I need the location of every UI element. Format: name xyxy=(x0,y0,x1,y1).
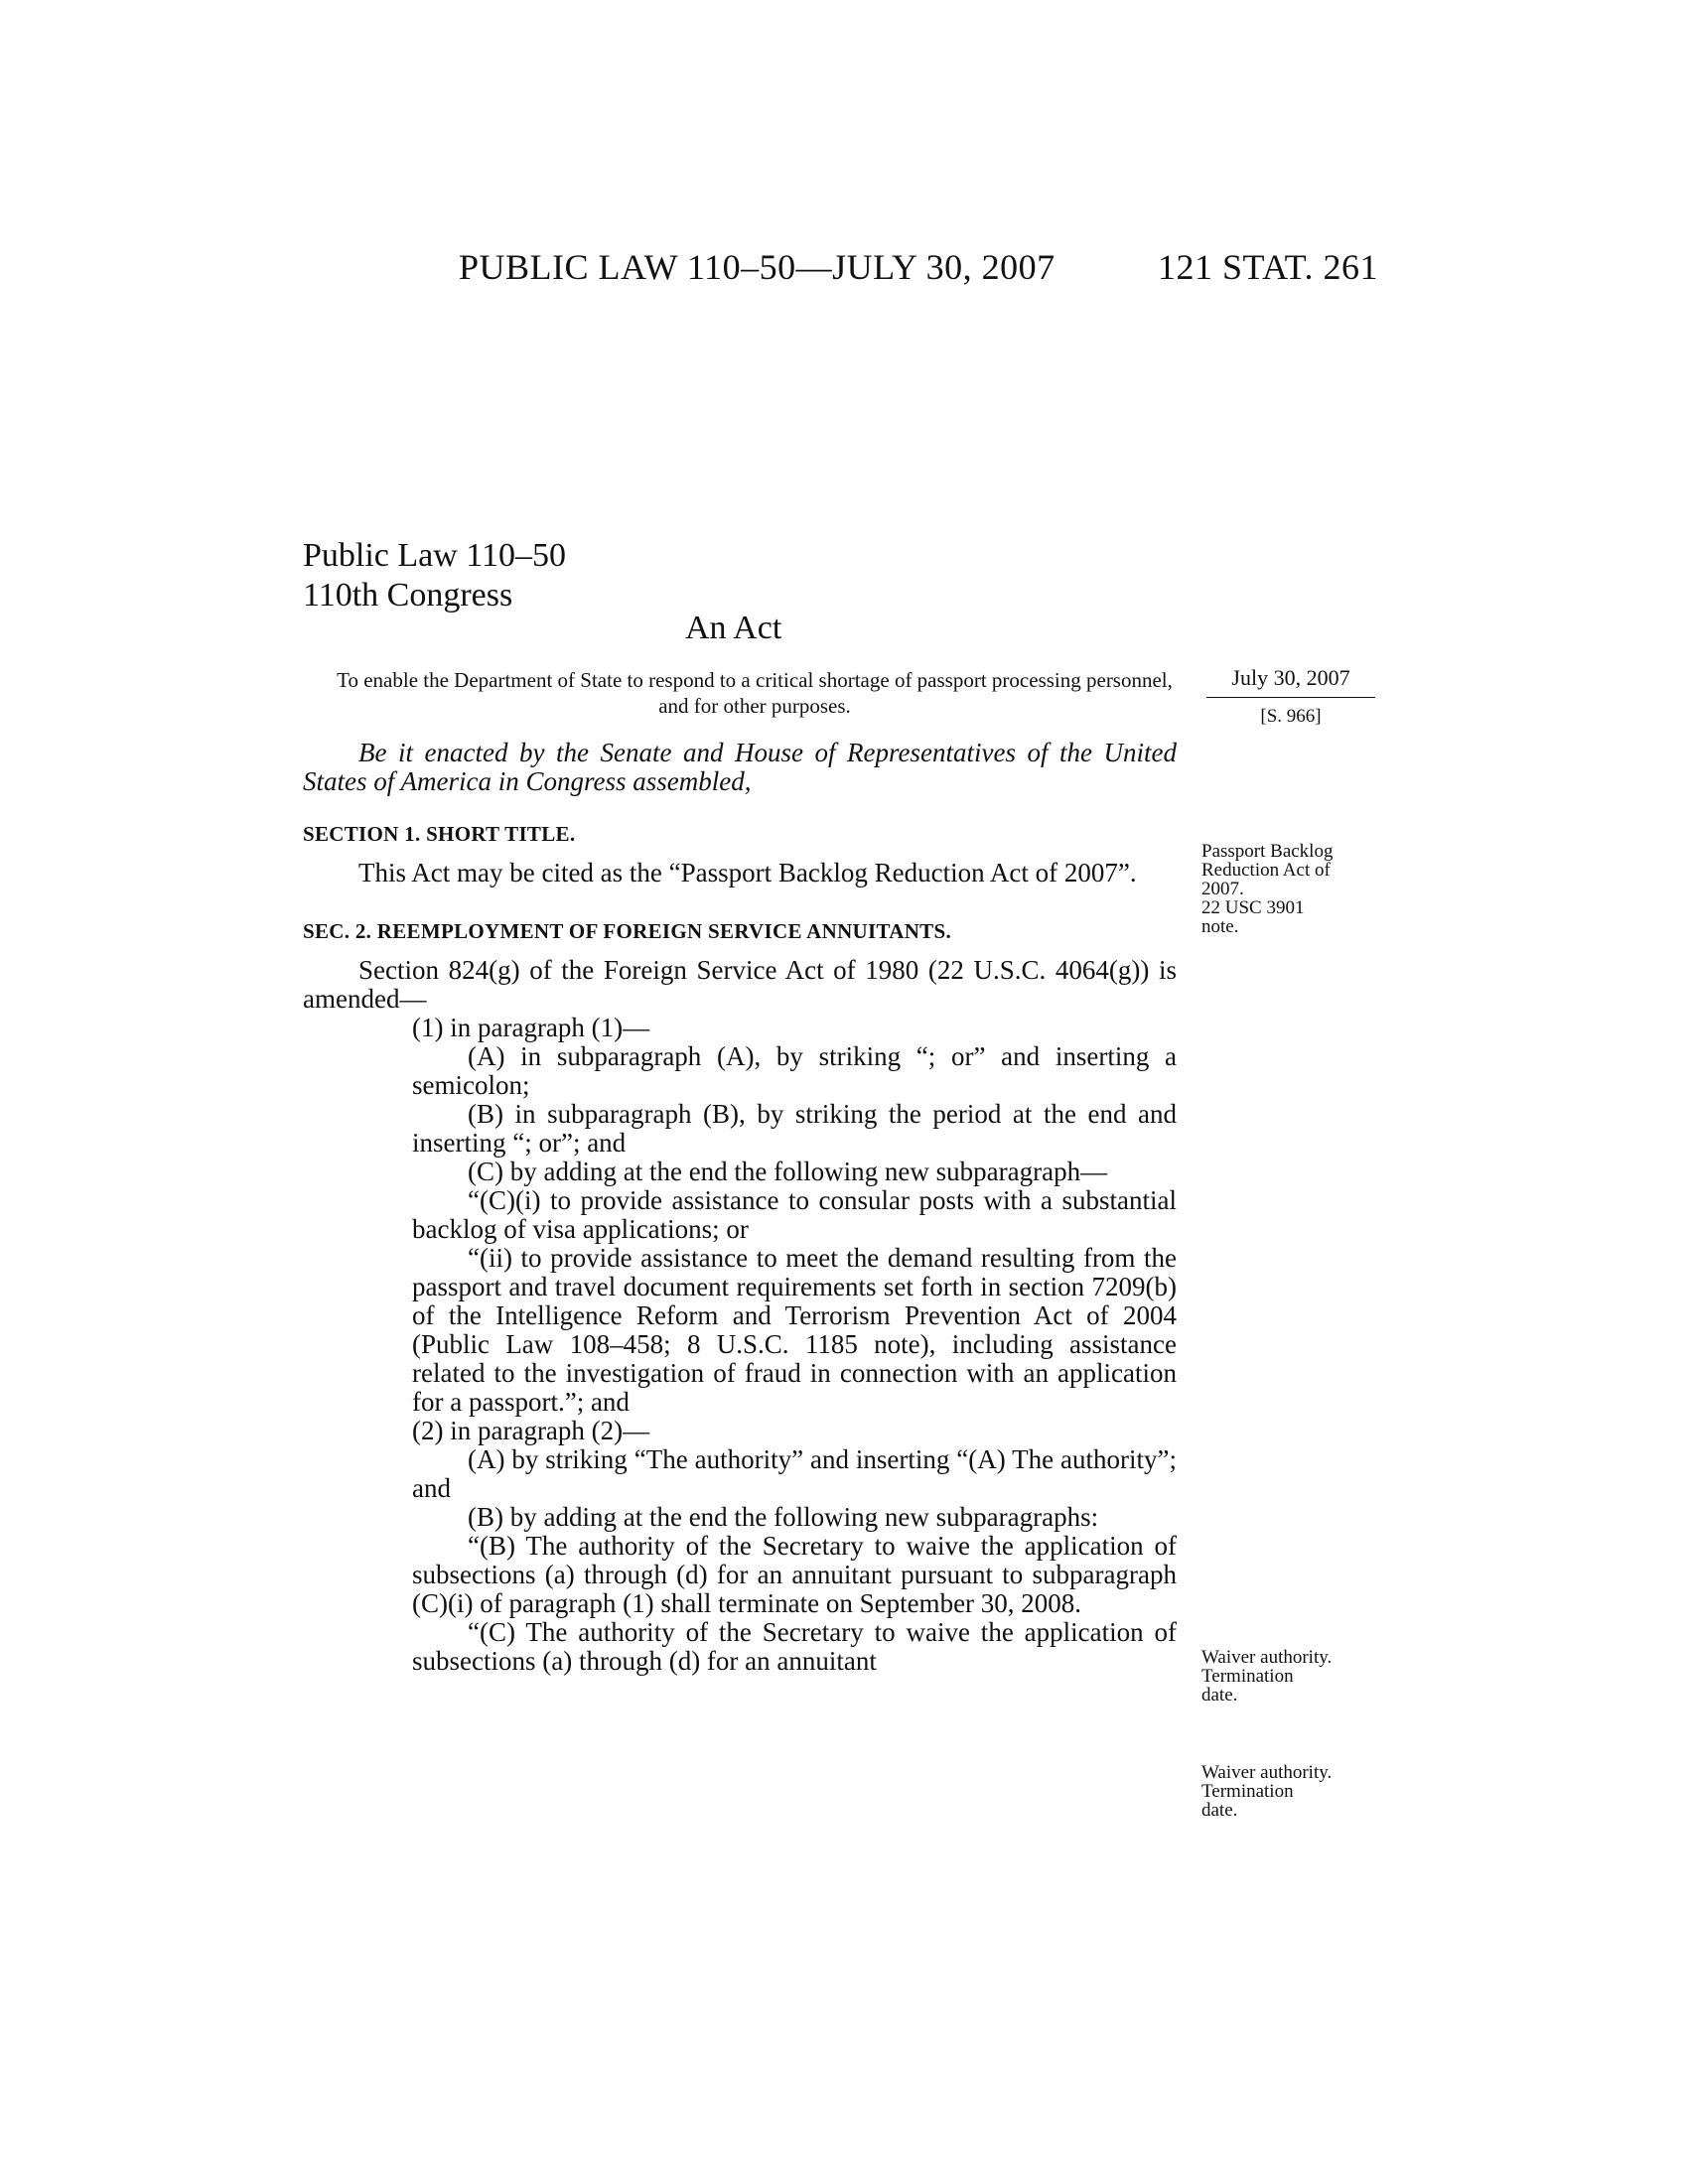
margin-note-waiver-2 xyxy=(1201,1763,1390,1820)
margin-note-line: note. xyxy=(1201,916,1239,937)
paragraph-1-a: (A) in subparagraph (A), by striking “; or” and inserting a semicolon; xyxy=(412,1041,1177,1100)
margin-note-waiver-1 xyxy=(1201,1648,1390,1705)
paragraph-2-b: (B) by adding at the end the following new subparagraphs: xyxy=(468,1502,1099,1532)
running-head-left: PUBLIC LAW 110–50—JULY 30, 2007 xyxy=(459,247,1055,287)
paragraph-1-c: (C) by adding at the end the following new subparagraph— xyxy=(468,1157,1108,1186)
act-purpose: To enable the Department of State to respond to a critical shortage of passport processing personnel, and for other purposes. xyxy=(337,668,1173,718)
bill-number: [S. 966] xyxy=(1260,706,1322,727)
section-2-intro: Section 824(g) of the Foreign Service Act of 1980 (22 U.S.C. 4064(g)) is amended— xyxy=(303,955,1177,1014)
section-2-heading: SEC. 2. REEMPLOYMENT OF FOREIGN SERVICE ANNUITANTS. xyxy=(303,919,952,943)
margin-note-line: date. xyxy=(1201,1685,1238,1706)
paragraph-2-a: (A) by striking “The authority” and inserting “(A) The authority”; and xyxy=(412,1444,1177,1503)
paragraph-1-b: (B) in subparagraph (B), by striking the period at the end and inserting “; or”; and xyxy=(412,1099,1177,1158)
enactment-date: July 30, 2007 xyxy=(1206,665,1375,698)
paragraph-1: (1) in paragraph (1)— xyxy=(412,1013,650,1042)
paragraph-2-b-new-c: “(C) The authority of the Secretary to waive the application of subsections (a) through (d) for an annuitant xyxy=(412,1617,1177,1676)
margin-note-line: Termination xyxy=(1201,1666,1294,1687)
margin-note-line: Termination xyxy=(1201,1781,1294,1802)
paragraph-1-c-ii: “(ii) to provide assistance to meet the demand resulting from the passport and travel document requirements set forth in section 7209(b) of the Intelligence Reform and Terrorism Prevention Act of 2004 (Public Law 108–458; 8 U.S.C. 1185 note), including assistance related to the investigation of fraud in connection with an application for a passport.”; and xyxy=(412,1243,1177,1417)
paragraph-2: (2) in paragraph (2)— xyxy=(412,1416,650,1445)
section-1-text: This Act may be cited as the “Passport Backlog Reduction Act of 2007”. xyxy=(358,858,1137,887)
margin-note-line: 2007. xyxy=(1201,879,1244,899)
congress: 110th Congress xyxy=(303,577,513,614)
law-number: Public Law 110–50 xyxy=(303,537,567,574)
act-body xyxy=(303,739,1177,1676)
enacting-clause: Be it enacted by the Senate and House of Representatives of the United States of America in Congress assembled, xyxy=(303,738,1177,796)
running-head-right: 121 STAT. 261 xyxy=(1158,247,1378,287)
margin-note-line: Waiver authority. xyxy=(1201,1647,1333,1668)
margin-note-line: 22 USC 3901 xyxy=(1201,897,1305,918)
margin-note-line: Passport Backlog xyxy=(1201,841,1334,862)
margin-note-line: Waiver authority. xyxy=(1201,1762,1333,1783)
paragraph-2-b-new-b: “(B) The authority of the Secretary to waive the application of subsections (a) through (d) for an annuitant pursuant to subparagraph (C)(i) of paragraph (1) shall terminate on September 30, 2008. xyxy=(412,1531,1177,1618)
section-1-heading: SECTION 1. SHORT TITLE. xyxy=(303,822,576,846)
enactment-date-block xyxy=(1206,665,1375,728)
margin-note-line: Reduction Act of xyxy=(1201,860,1331,881)
margin-note-line: date. xyxy=(1201,1800,1238,1821)
act-heading: An Act xyxy=(685,610,782,646)
paragraph-1-c-i: “(C)(i) to provide assistance to consular posts with a substantial backlog of visa applications; or xyxy=(412,1185,1177,1244)
law-identification xyxy=(303,536,566,615)
margin-note-short-title xyxy=(1201,842,1390,936)
